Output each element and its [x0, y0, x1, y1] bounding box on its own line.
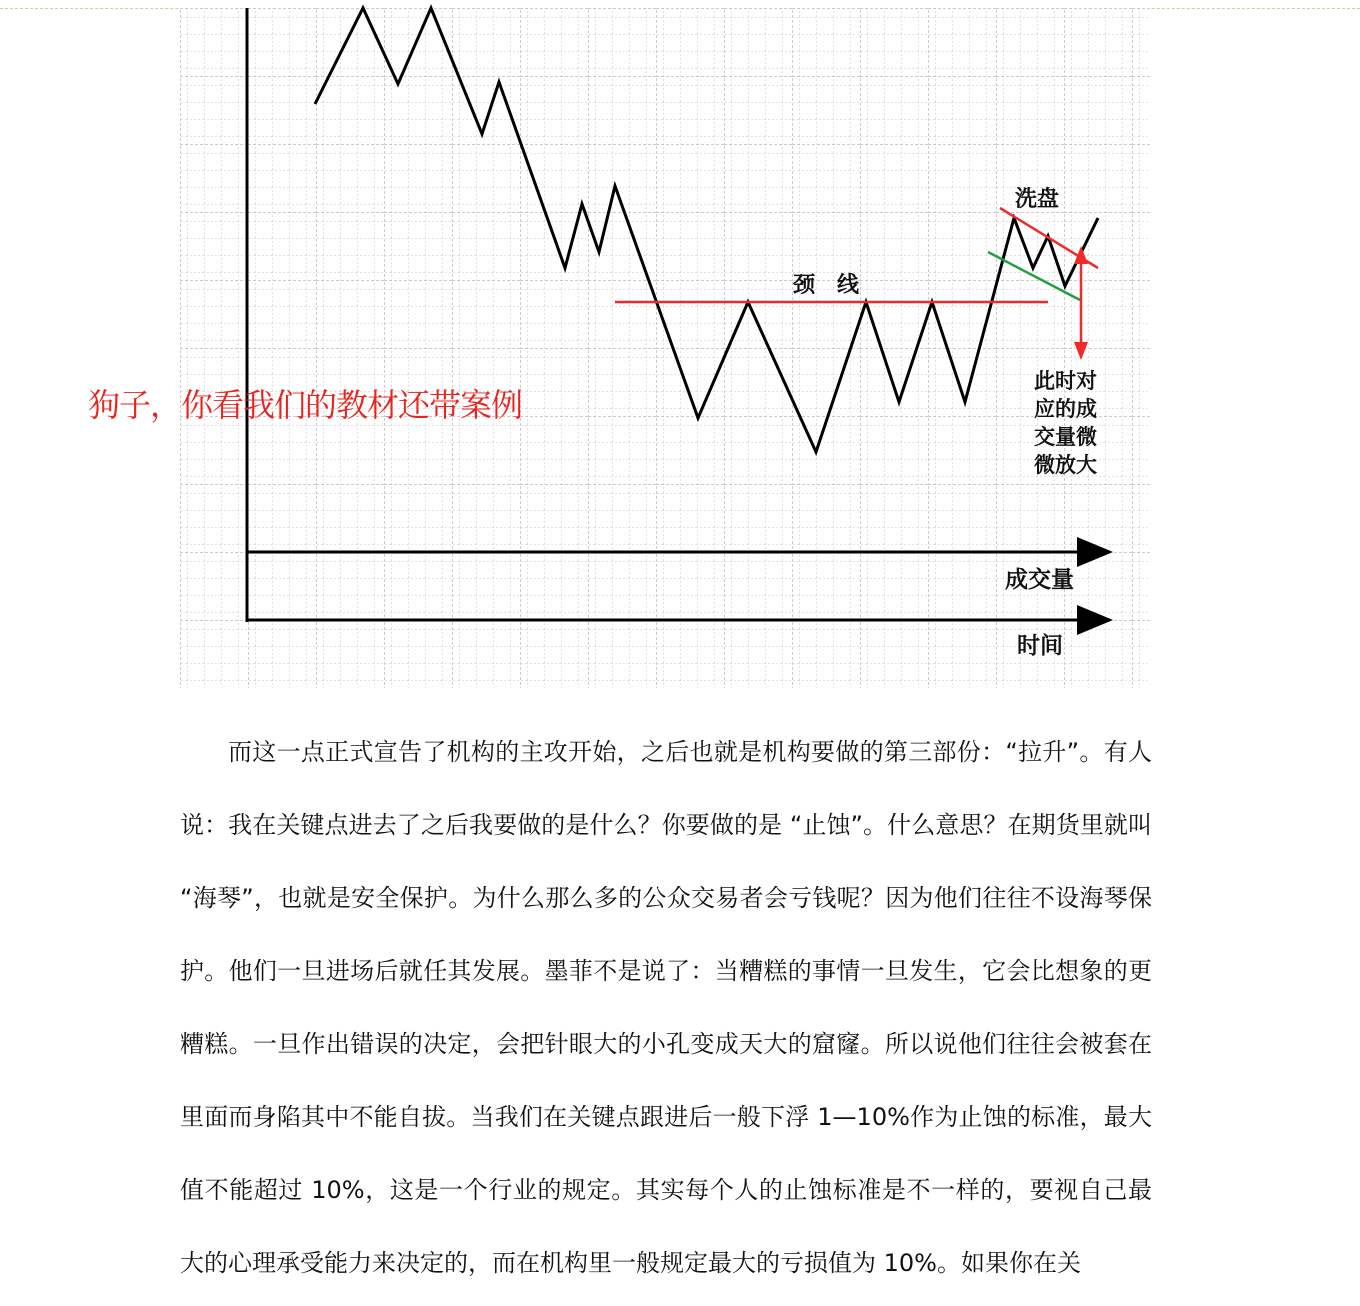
overlay-comment: 狗子，你看我们的教材还带案例 [88, 386, 523, 424]
label-neckline: 颈 线 [793, 273, 860, 298]
annotation-line-4: 微放大 [1034, 453, 1097, 477]
article-body [180, 716, 1152, 1300]
annotation-line-1: 此时对 [1034, 369, 1097, 393]
annotation-line-3: 交量微 [1034, 425, 1097, 449]
axis-label-time: 时间 [1017, 633, 1063, 659]
label-xipan: 洗盘 [1015, 187, 1060, 212]
annotation-line-2: 应的成 [1034, 397, 1097, 421]
article-paragraph: 而这一点正式宣告了机构的主攻开始，之后也就是机构要做的第三部份：“拉升”。有人说：我在关键点进去了之后我要做的是什么？你要做的是 “止蚀”。什么意思？在期货里就叫 “海琴”，也就是安全保护。为什么那么多的公众交易者会亏钱呢？因为他们往往不设海琴保护。他们一旦进场后就任其发展。墨菲不是说了：当糟糕的事情一旦发生，它会比想象的更糟糕。一旦作出错误的决定，会把针眼大的小孔变成天大的窟窿。所以说他们往往会被套在里面而身陷其中不能自拔。当我们在关键点跟进后一般下浮 1—10%作为止蚀的标准，最大值不能超过 10%，这是一个行业的规定。其实每个人的止蚀标准是不一样的，要视自己最大的心理承受能力来决定的，而在机构里一般规定最大的亏损值为 10%。如果你在关 [180, 738, 1152, 1277]
axis-label-volume: 成交量 [1005, 567, 1074, 593]
